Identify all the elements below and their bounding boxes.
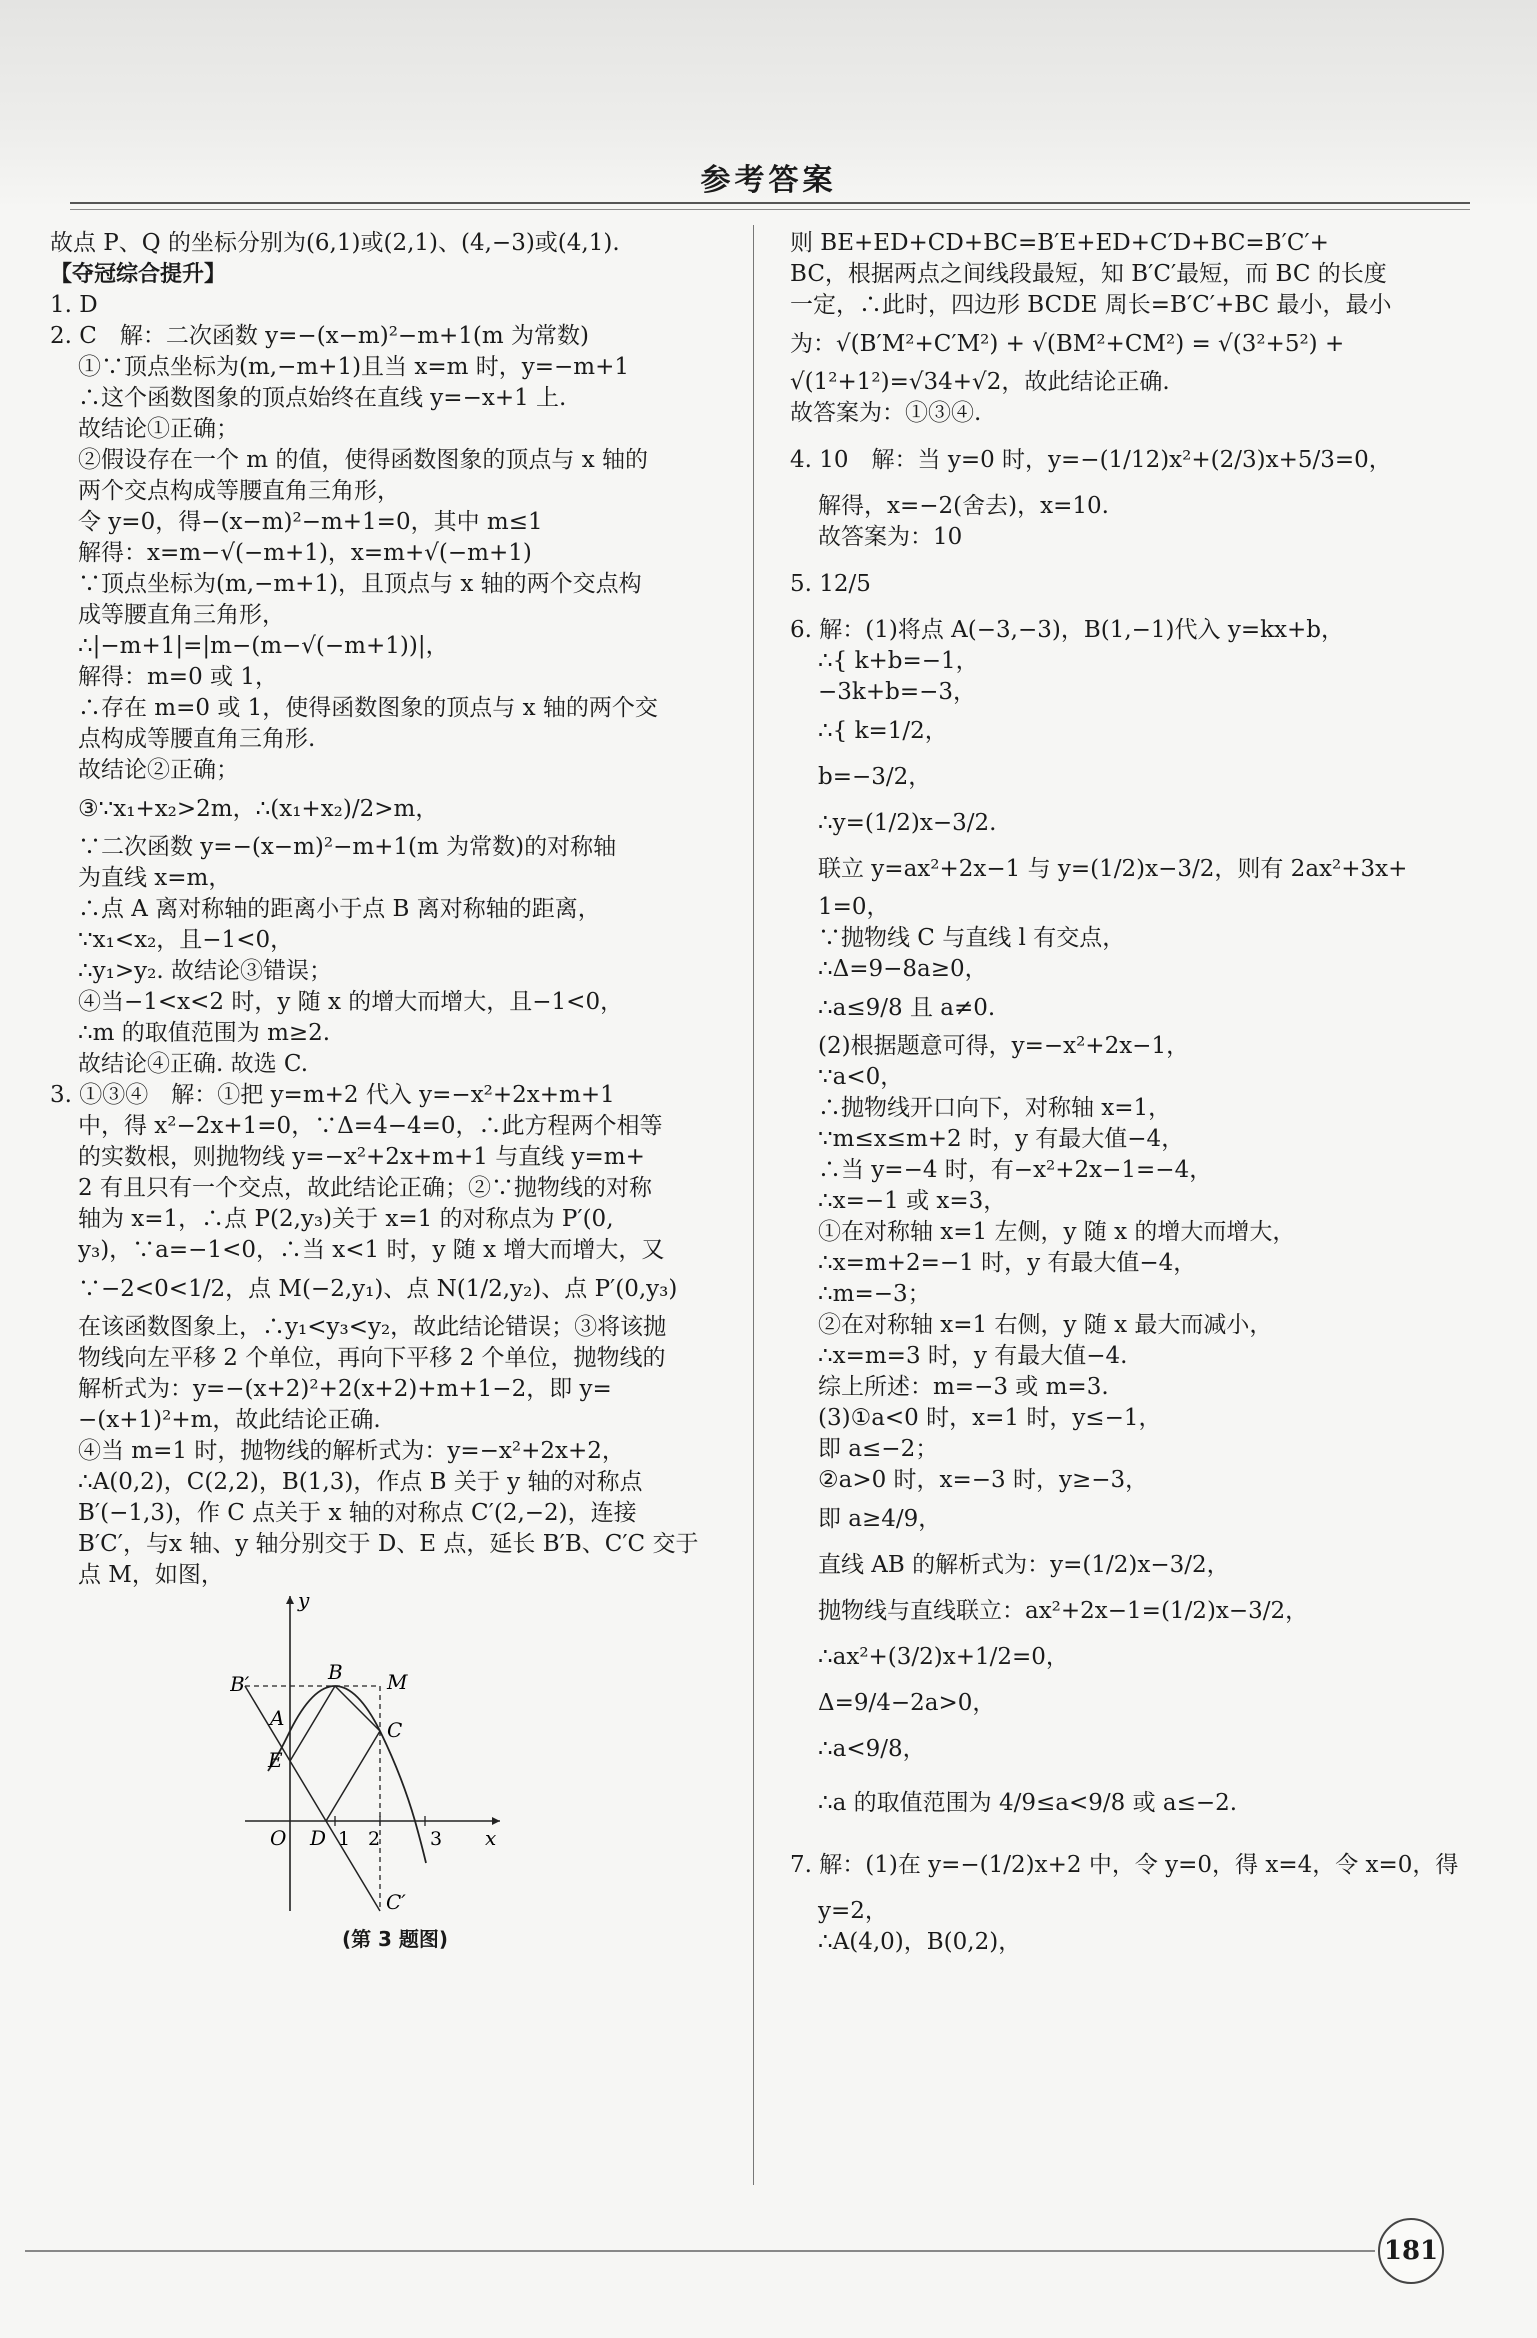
text-line: 一定，∴此时，四边形 BCDE 周长=B′C′+BC 最小，最小 <box>790 292 1392 318</box>
label-tick-1: 1 <box>338 1828 351 1850</box>
text-line: ②在对称轴 x=1 右侧，y 随 x 最大而减小， <box>818 1312 1273 1338</box>
answer-4: 4. 10 解：当 y=0 时，y=−(1/12)x²+(2/3)x+5/3=0， <box>790 447 1392 473</box>
text-line: B′(−1,3)，作 C 点关于 x 轴的对称点 C′(2,−2)，连接 <box>78 1500 637 1526</box>
text-line: 解得，x=−2(舍去)，x=10. <box>818 493 1109 519</box>
text-line: ∴x=−1 或 x=3， <box>818 1188 1007 1214</box>
text-line: (2)根据题意可得，y=−x²+2x−1， <box>818 1033 1190 1059</box>
page-number-badge: 181 <box>1378 2218 1444 2284</box>
text-line: 解得：x=m−√(−m+1)，x=m+√(−m+1) <box>78 540 532 566</box>
text-line: BC，根据两点之间线段最短，知 B′C′最短，而 BC 的长度 <box>790 261 1387 287</box>
text-line: ∵抛物线 C 与直线 l 有交点， <box>818 925 1126 951</box>
text-line: −3k+b=−3， <box>818 679 977 705</box>
text-line: ∴{ k=1/2， <box>818 718 948 744</box>
x-axis-arrow <box>492 1817 500 1825</box>
text-line: ∴y₁>y₂. 故结论③错误； <box>78 958 332 984</box>
text-line: 点构成等腰直角三角形. <box>78 726 316 752</box>
text-line: ②假设存在一个 m 的值，使得函数图象的顶点与 x 轴的 <box>78 447 649 473</box>
text-line: ∵x₁<x₂，且−1<0， <box>78 927 294 953</box>
text-line: ∴y=(1/2)x−3/2. <box>818 810 997 836</box>
text-line: y₃)，∵a=−1<0，∴当 x<1 时，y 随 x 增大而增大，又 <box>78 1237 665 1263</box>
text-line: 为：√(B′M²+C′M²) + √(BM²+CM²) = √(3²+5²) + <box>790 331 1345 357</box>
text-line: 则 BE+ED+CD+BC=B′E+ED+C′D+BC=B′C′+ <box>790 230 1329 256</box>
column-divider <box>753 225 754 2185</box>
figure-problem-3 <box>50 1591 740 1951</box>
label-tick-2: 2 <box>368 1828 381 1850</box>
text-line: 两个交点构成等腰直角三角形， <box>78 478 400 504</box>
answer-1: 1. D <box>50 292 98 318</box>
text-line: ∴Δ=9−8a≥0， <box>818 956 988 982</box>
text-line: ∴ax²+(3/2)x+1/2=0， <box>818 1644 1069 1670</box>
text-line: ∴A(0,2)，C(2,2)，B(1,3)，作点 B 关于 y 轴的对称点 <box>78 1469 643 1495</box>
label-c: C <box>387 1718 403 1742</box>
text-line: 1=0， <box>818 894 890 920</box>
header-rule <box>70 202 1470 210</box>
answer-7: 7. 解：(1)在 y=−(1/2)x+2 中，令 y=0，得 x=4，令 x=0，得 <box>790 1852 1459 1878</box>
text-line: 即 a≤−2； <box>818 1436 939 1462</box>
text-line: 综上所述：m=−3 或 m=3. <box>818 1374 1109 1400</box>
text-line: 的实数根，则抛物线 y=−x²+2x+m+1 与直线 y=m+ <box>78 1144 645 1170</box>
text-line: ∴x=m+2=−1 时，y 有最大值−4， <box>818 1250 1197 1276</box>
text-line: 即 a≥4/9， <box>818 1506 942 1532</box>
text-line: −(x+1)²+m，故此结论正确. <box>78 1407 381 1433</box>
text-line: ①在对称轴 x=1 左侧，y 随 x 的增大而增大， <box>818 1219 1296 1245</box>
text-line: ∴存在 m=0 或 1，使得函数图象的顶点与 x 轴的两个交 <box>78 695 658 721</box>
text-line: ④当 m=1 时，抛物线的解析式为：y=−x²+2x+2， <box>78 1438 625 1464</box>
text-line: ④当−1<x<2 时，y 随 x 的增大而增大，且−1<0， <box>78 989 624 1015</box>
text-line: 点 M，如图， <box>78 1562 224 1588</box>
answer-2: 2. C 解：二次函数 y=−(x−m)²−m+1(m 为常数) <box>50 323 589 349</box>
text-line: ∴|−m+1|=|m−(m−√(−m+1))|， <box>78 633 449 659</box>
text-line: (3)①a<0 时，x=1 时，y≤−1， <box>818 1405 1162 1431</box>
left-column <box>50 228 740 1951</box>
text-line: 成等腰直角三角形， <box>78 602 285 628</box>
text-line: 解得：m=0 或 1， <box>78 664 278 690</box>
text-line: ∴a<9/8， <box>818 1736 926 1762</box>
text-line: b=−3/2， <box>818 764 932 790</box>
text-line: 故点 P、Q 的坐标分别为(6,1)或(2,1)、(4,−3)或(4,1). <box>50 230 620 256</box>
answer-5: 5. 12/5 <box>790 571 871 597</box>
label-c-prime: C′ <box>386 1890 406 1914</box>
y-axis-arrow <box>286 1596 294 1604</box>
text-line: 联立 y=ax²+2x−1 与 y=(1/2)x−3/2，则有 2ax²+3x+ <box>818 856 1408 882</box>
right-column <box>790 228 1470 1958</box>
label-b: B <box>328 1660 343 1684</box>
figure-caption: (第 3 题图) <box>341 1927 449 1951</box>
text-line: 为直线 x=m， <box>78 865 232 891</box>
text-line: ③∵x₁+x₂>2m，∴(x₁+x₂)/2>m， <box>78 796 439 822</box>
text-line: y=2， <box>818 1898 888 1924</box>
line-b-prime-c-prime <box>245 1686 380 1911</box>
text-line: ∴{ k+b=−1， <box>818 648 979 674</box>
text-line: ∴a 的取值范围为 4/9≤a<9/8 或 a≤−2. <box>818 1790 1238 1816</box>
text-line: B′C′，与x 轴、y 轴分别交于 D、E 点，延长 B′B、C′C 交于 <box>78 1531 699 1557</box>
label-m: M <box>387 1670 408 1694</box>
text-line: Δ=9/4−2a>0， <box>818 1690 996 1716</box>
answer-3: 3. ①③④ 解：①把 y=m+2 代入 y=−x²+2x+m+1 <box>50 1082 615 1108</box>
text-line: 中，得 x²−2x+1=0，∵Δ=4−4=0，∴此方程两个相等 <box>78 1113 663 1139</box>
label-y: y <box>298 1591 310 1612</box>
text-line: 物线向左平移 2 个单位，再向下平移 2 个单位，抛物线的 <box>78 1345 666 1371</box>
label-a: A <box>270 1706 285 1730</box>
text-line: ①∵顶点坐标为(m,−m+1)且当 x=m 时，y=−m+1 <box>78 354 629 380</box>
text-line: ②a>0 时，x=−3 时，y≥−3， <box>818 1467 1149 1493</box>
answer-6: 6. 解：(1)将点 A(−3,−3)，B(1,−1)代入 y=kx+b， <box>790 617 1344 643</box>
text-line: ∴m=−3； <box>818 1281 931 1307</box>
text-line: ∴点 A 离对称轴的距离小于点 B 离对称轴的距离， <box>78 896 601 922</box>
segment-b-c <box>335 1686 380 1731</box>
text-line: ∴A(4,0)，B(0,2)， <box>818 1929 1022 1955</box>
text-line: 故答案为：①③④. <box>790 400 982 426</box>
text-line: ∵a<0， <box>818 1064 904 1090</box>
text-line: ∵顶点坐标为(m,−m+1)，且顶点与 x 轴的两个交点构 <box>78 571 642 597</box>
text-line: ∵−2<0<1/2，点 M(−2,y₁)、点 N(1/2,y₂)、点 P′(0,y₃) <box>78 1276 678 1302</box>
label-x: x <box>485 1826 497 1850</box>
text-line: 轴为 x=1，∴点 P(2,y₃)关于 x=1 的对称点为 P′(0, <box>78 1206 614 1232</box>
label-d: D <box>310 1826 327 1850</box>
text-line: ∴这个函数图象的顶点始终在直线 y=−x+1 上. <box>78 385 567 411</box>
text-line: 故结论①正确； <box>78 416 239 442</box>
text-line: ∵二次函数 y=−(x−m)²−m+1(m 为常数)的对称轴 <box>78 834 617 860</box>
text-line: ∵m≤x≤m+2 时，y 有最大值−4， <box>818 1126 1185 1152</box>
text-line: ∴x=m=3 时，y 有最大值−4. <box>818 1343 1128 1369</box>
text-line: 抛物线与直线联立：ax²+2x−1=(1/2)x−3/2， <box>818 1598 1309 1624</box>
segment-c-d <box>326 1731 380 1821</box>
label-e: E <box>268 1748 283 1772</box>
text-line: ∴m 的取值范围为 m≥2. <box>78 1020 331 1046</box>
page-header-title: 参考答案 <box>700 163 837 198</box>
text-line: 令 y=0，得−(x−m)²−m+1=0，其中 m≤1 <box>78 509 543 535</box>
footer-rule <box>25 2250 1375 2255</box>
text-line: 故答案为：10 <box>818 524 963 550</box>
text-line: ∴抛物线开口向下，对称轴 x=1， <box>818 1095 1172 1121</box>
label-tick-3: 3 <box>430 1828 443 1850</box>
section-title: 【夺冠综合提升】 <box>50 262 227 287</box>
text-line: ∴当 y=−4 时，有−x²+2x−1=−4， <box>818 1157 1213 1183</box>
text-line: ∴a≤9/8 且 a≠0. <box>818 995 996 1021</box>
text-line: 解析式为：y=−(x+2)²+2(x+2)+m+1−2，即 y= <box>78 1376 612 1402</box>
parabola-diagram <box>230 1591 530 1921</box>
text-line: 直线 AB 的解析式为：y=(1/2)x−3/2， <box>818 1552 1230 1578</box>
text-line: 故结论④正确. 故选 C. <box>78 1051 309 1077</box>
text-line: 故结论②正确； <box>78 757 239 783</box>
text-line: √(1²+1²)=√34+√2，故此结论正确. <box>790 369 1170 395</box>
label-b-prime: B′ <box>230 1672 250 1696</box>
text-line: 2 有且只有一个交点，故此结论正确；②∵抛物线的对称 <box>78 1175 652 1201</box>
text-line: 在该函数图象上，∴y₁<y₃<y₂，故此结论错误；③将该抛 <box>78 1314 667 1340</box>
label-o: O <box>270 1826 287 1850</box>
